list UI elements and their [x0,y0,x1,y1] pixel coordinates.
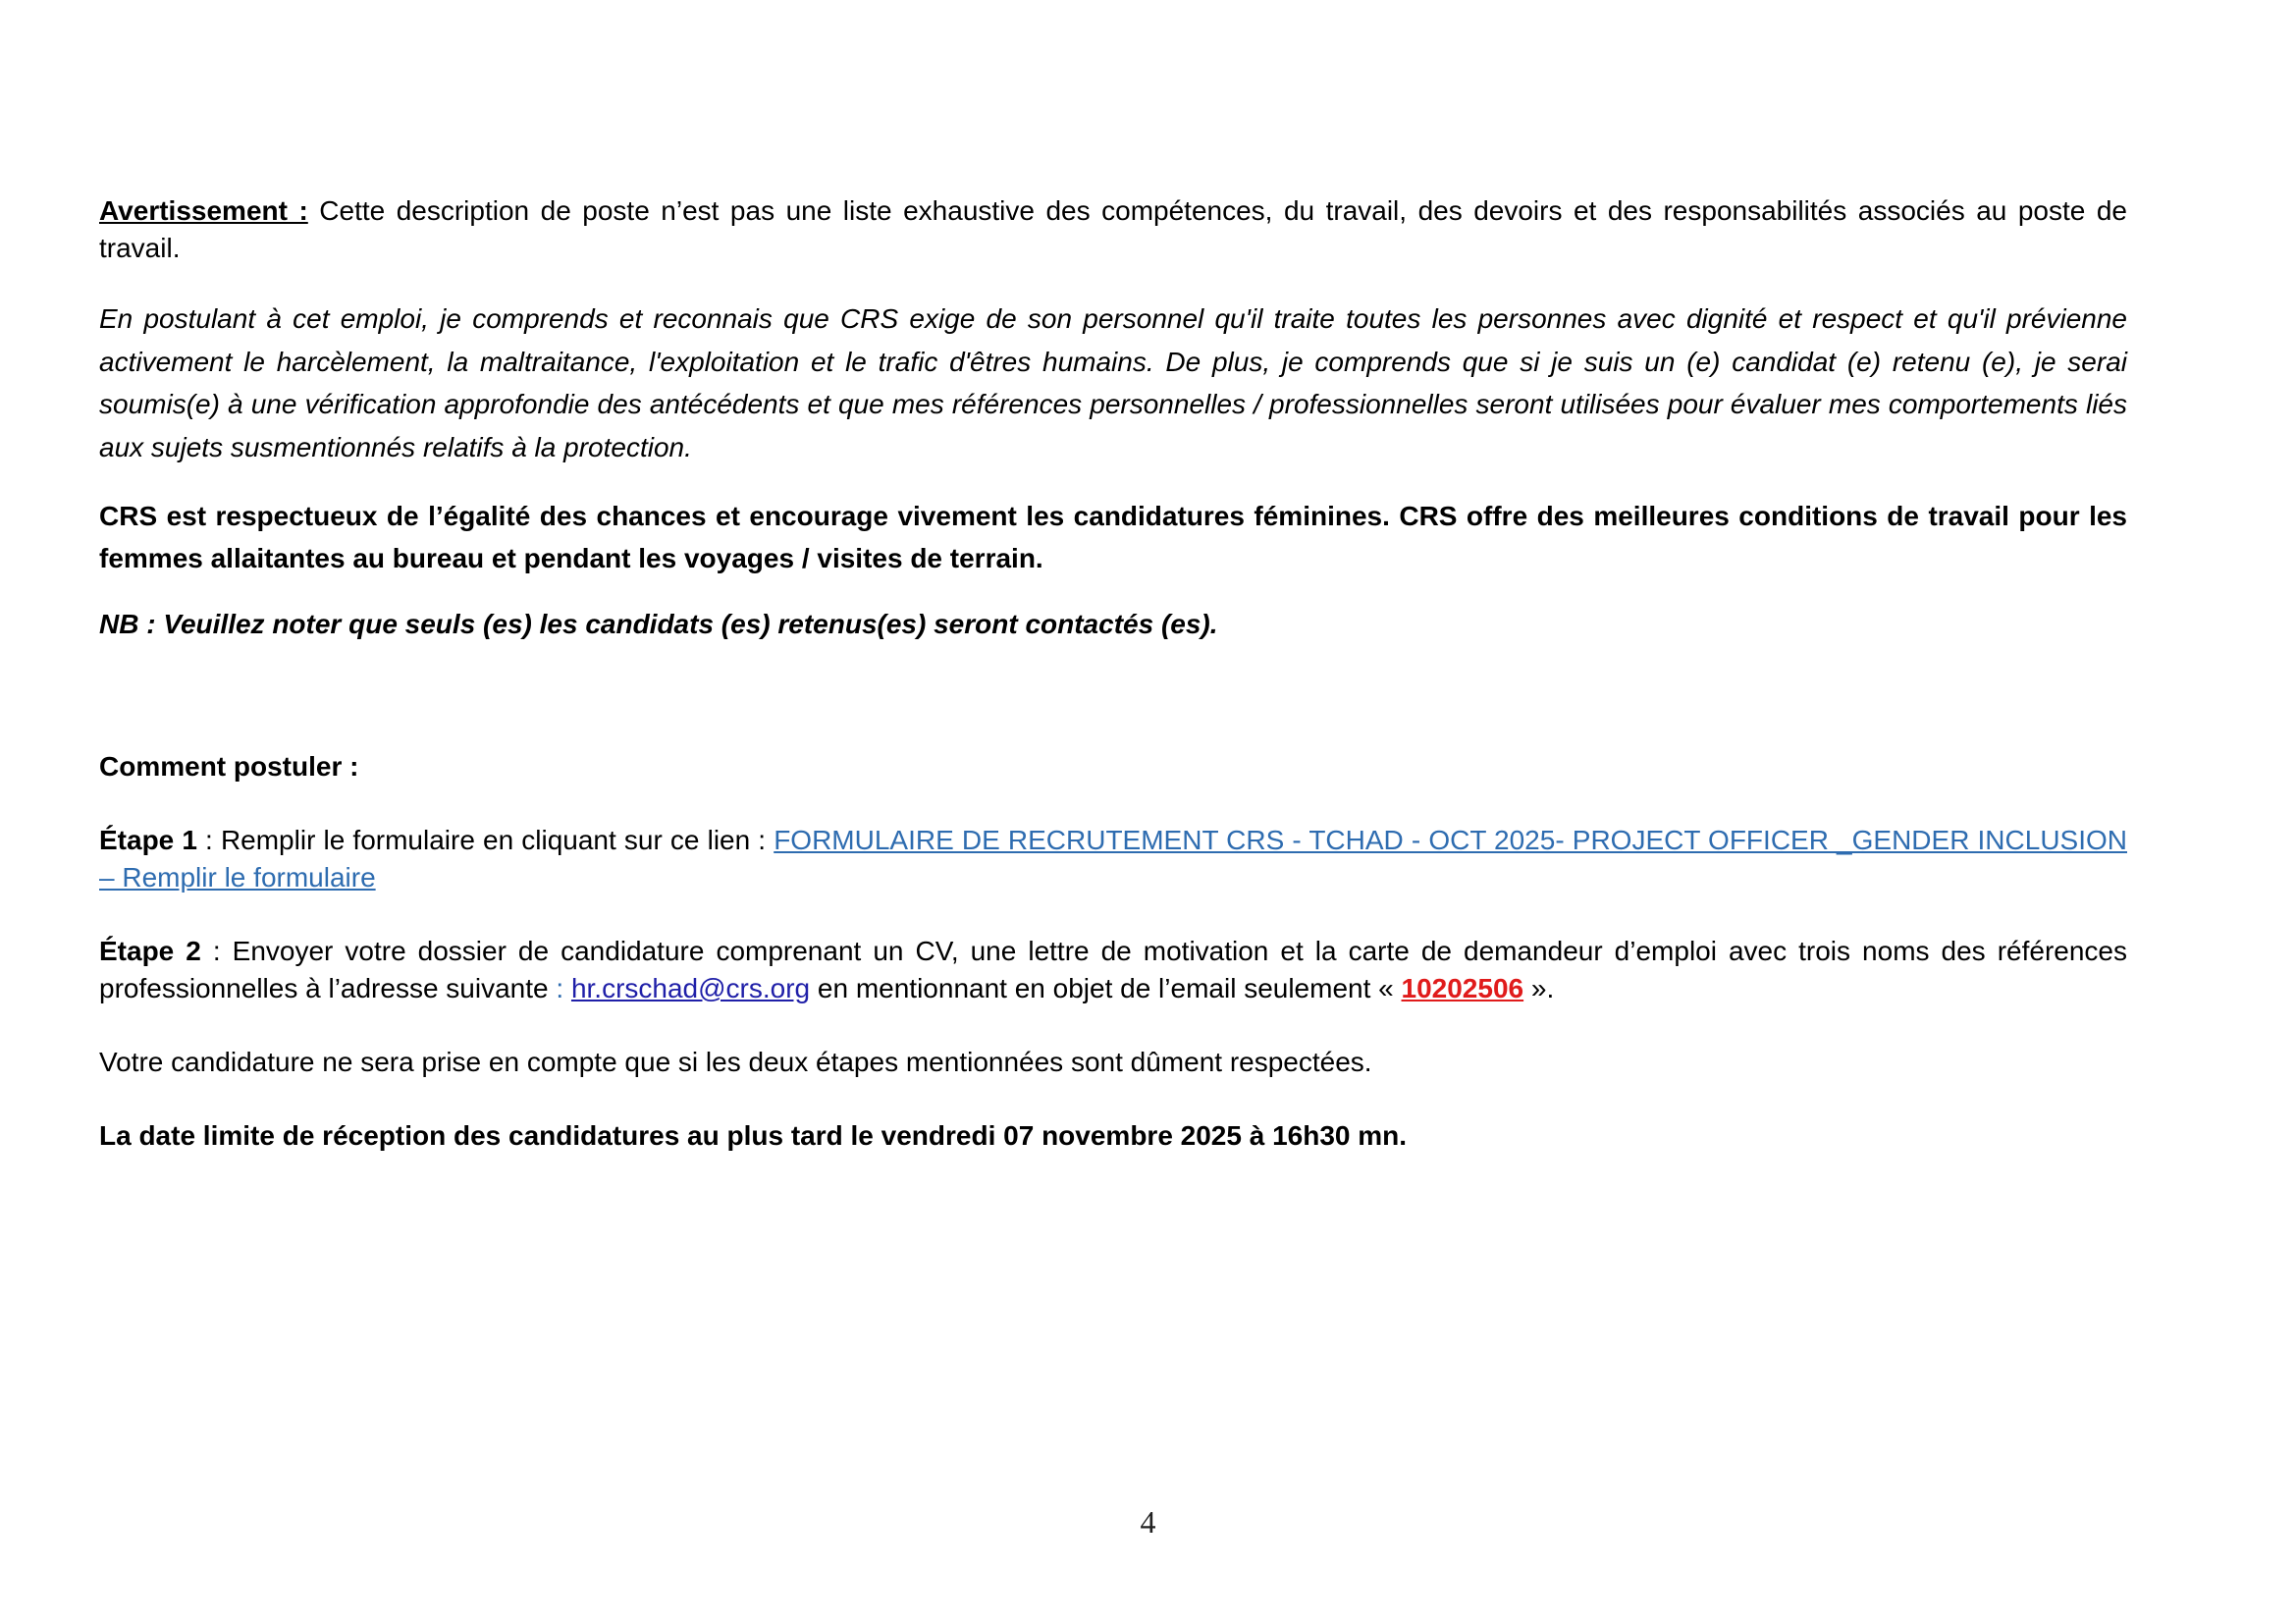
step-1-text: : Remplir le formulaire en cliquant sur ce lien : [196,825,774,855]
step-1-paragraph [99,822,2127,896]
step-2-colon: : [556,973,564,1003]
hr-email-link[interactable]: hr.crschad@crs.org [570,973,811,1003]
page-number: 4 [1140,1504,1156,1540]
reference-number: 10202506 [1401,973,1524,1003]
recruitment-form-link[interactable]: FORMULAIRE DE RECRUTEMENT CRS - TCHAD - OCT 2025- PROJECT OFFICER _GENDER INCLUSION – Remplir le formulaire [99,825,2127,893]
safeguarding-statement: En postulant à cet emploi, je comprends et reconnais que CRS exige de son personnel qu'il traite toutes les personnes avec dignité et respect et qu'il prévienne activement le harcèlement, la maltraitance, l'exploitation et le trafic d'êtres humains. De plus, je comprends que si je suis un (e) candidat (e) retenu (e), je serai soumis(e) à une vérification approfondie des antécédents et que mes références personnelles / professionnelles seront utilisées pour évaluer mes comportements liés aux sujets susmentionnés relatifs à la protection. [99,303,2127,462]
disclaimer-label: Avertissement : [99,195,308,226]
disclaimer-paragraph [99,192,2127,267]
step-2-closing: ». [1523,973,1555,1003]
how-to-apply-title: Comment postuler : [99,751,359,782]
step-2-paragraph [99,933,2127,1007]
step-2-text: : Envoyer votre dossier de candidature comprenant un CV, une lettre de motivation et la carte de demandeur d’emploi avec trois noms des références professionnelles à l’adresse suivante [99,936,2127,1003]
step-2-label: Étape 2 [99,936,201,966]
equal-opportunity-statement: CRS est respectueux de l’égalité des chances et encourage vivement les candidatures féminines. CRS offre des meilleures conditions de travail pour les femmes allaitantes au bureau et pendant les voyages / visites de terrain. [99,501,2127,573]
step-2-after-email: en mentionnant en objet de l’email seulement « [810,973,1402,1003]
application-deadline: La date limite de réception des candidatures au plus tard le vendredi 07 novembre 2025 à 16h30 mn. [99,1120,1408,1151]
step-1-label: Étape 1 [99,825,197,855]
nb-note: NB : Veuillez noter que seuls (es) les candidats (es) retenus(es) seront contactés (es). [99,609,1218,639]
disclaimer-text: Cette description de poste n’est pas une liste exhaustive des compétences, du travail, des devoirs et des responsabilités associés au poste de travail. [99,195,2128,263]
application-note: Votre candidature ne sera prise en compte que si les deux étapes mentionnées sont dûment respectées. [99,1047,1372,1077]
page-content [99,192,2127,1155]
